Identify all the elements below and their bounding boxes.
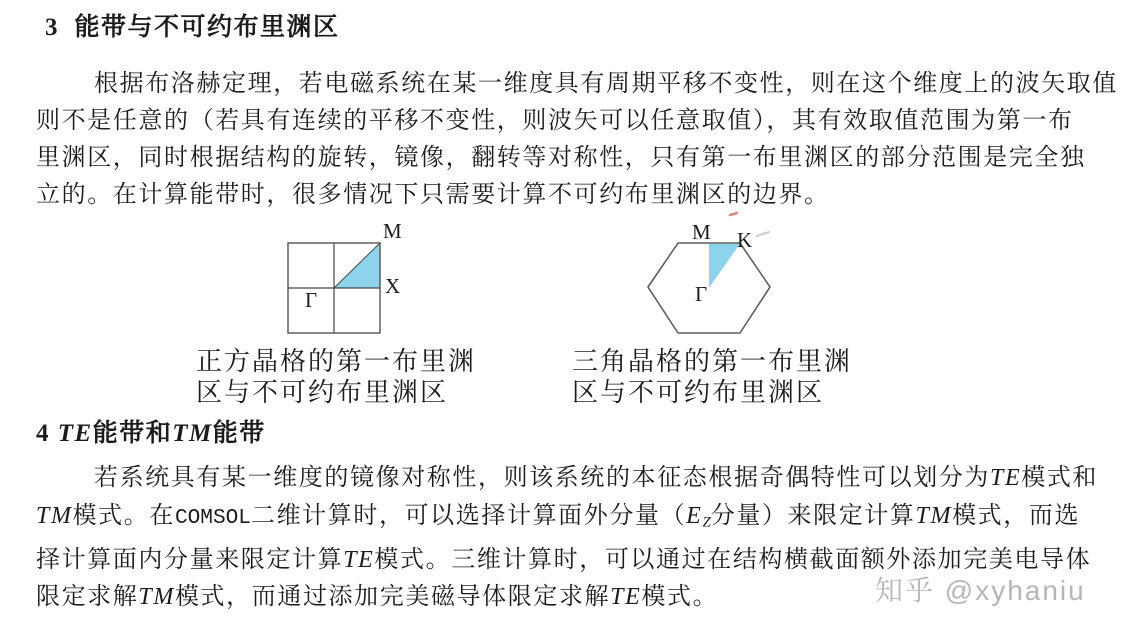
caption-line: 区与不可约布里渊区 [572, 378, 825, 407]
gray-smudge-mark [757, 232, 769, 236]
section-4-paragraph [36, 460, 1098, 617]
paragraph-line: 若系统具有某一维度的镜像对称性，则该系统的本征态根据奇偶特性可以划分为TE模式和 [94, 465, 1099, 491]
paragraph-line: 立的。在计算能带时，很多情况下只需要计算不可约布里渊区的边界。 [36, 182, 830, 208]
section-3-paragraph [36, 66, 1118, 214]
paragraph-line: TM模式。在COMSOL二维计算时，可以选择计算面外分量（$E_Z$分量）来限定计算TM模式，而选 [36, 502, 1081, 531]
red-annotation-mark [730, 213, 737, 215]
label-m: M [692, 220, 711, 244]
irreducible-zone-triangle [334, 243, 380, 288]
label-m: M [383, 220, 402, 243]
irreducible-zone-wedge [709, 244, 740, 288]
square-figure-caption [196, 346, 476, 408]
caption-line: 三角晶格的第一布里渊 [572, 347, 853, 376]
label-x: X [385, 274, 401, 298]
paragraph-line: 则不是任意的（若具有连续的平移不变性，则波矢可以任意取值），其有效取值范围为第一布 [36, 108, 1074, 134]
paragraph-line: 里渊区，同时根据结构的旋转，镜像，翻转等对称性，只有第一布里渊区的部分范围是完全独 [36, 145, 1086, 171]
caption-line: 正方晶格的第一布里渊 [196, 347, 477, 376]
triangle-figure-caption [572, 346, 852, 408]
paragraph-line: 根据布洛赫定理，若电磁系统在某一维度具有周期平移不变性，则在这个维度上的波矢取值 [94, 71, 1118, 97]
label-k: K [737, 228, 753, 252]
caption-line: 区与不可约布里渊区 [196, 378, 449, 407]
watermark: 知乎 @xyhaniu [875, 575, 1086, 606]
label-gamma: Γ [305, 288, 318, 312]
paragraph-line: 限定求解TM模式，而通过添加完美磁导体限定求解TE模式。 [36, 584, 719, 611]
hexagon-brillouin-zone-figure [640, 205, 785, 345]
label-gamma: Γ [695, 282, 708, 306]
section-4-heading: 4 TE能带和TM能带 [36, 420, 266, 447]
paragraph-line: 择计算面内分量来限定计算TE模式。三维计算时，可以通过在结构横截面额外添加完美电导体 [36, 546, 1092, 573]
section-3-heading: 3 能带与不可约布里渊区 [45, 14, 340, 41]
square-brillouin-zone-figure [270, 220, 405, 345]
